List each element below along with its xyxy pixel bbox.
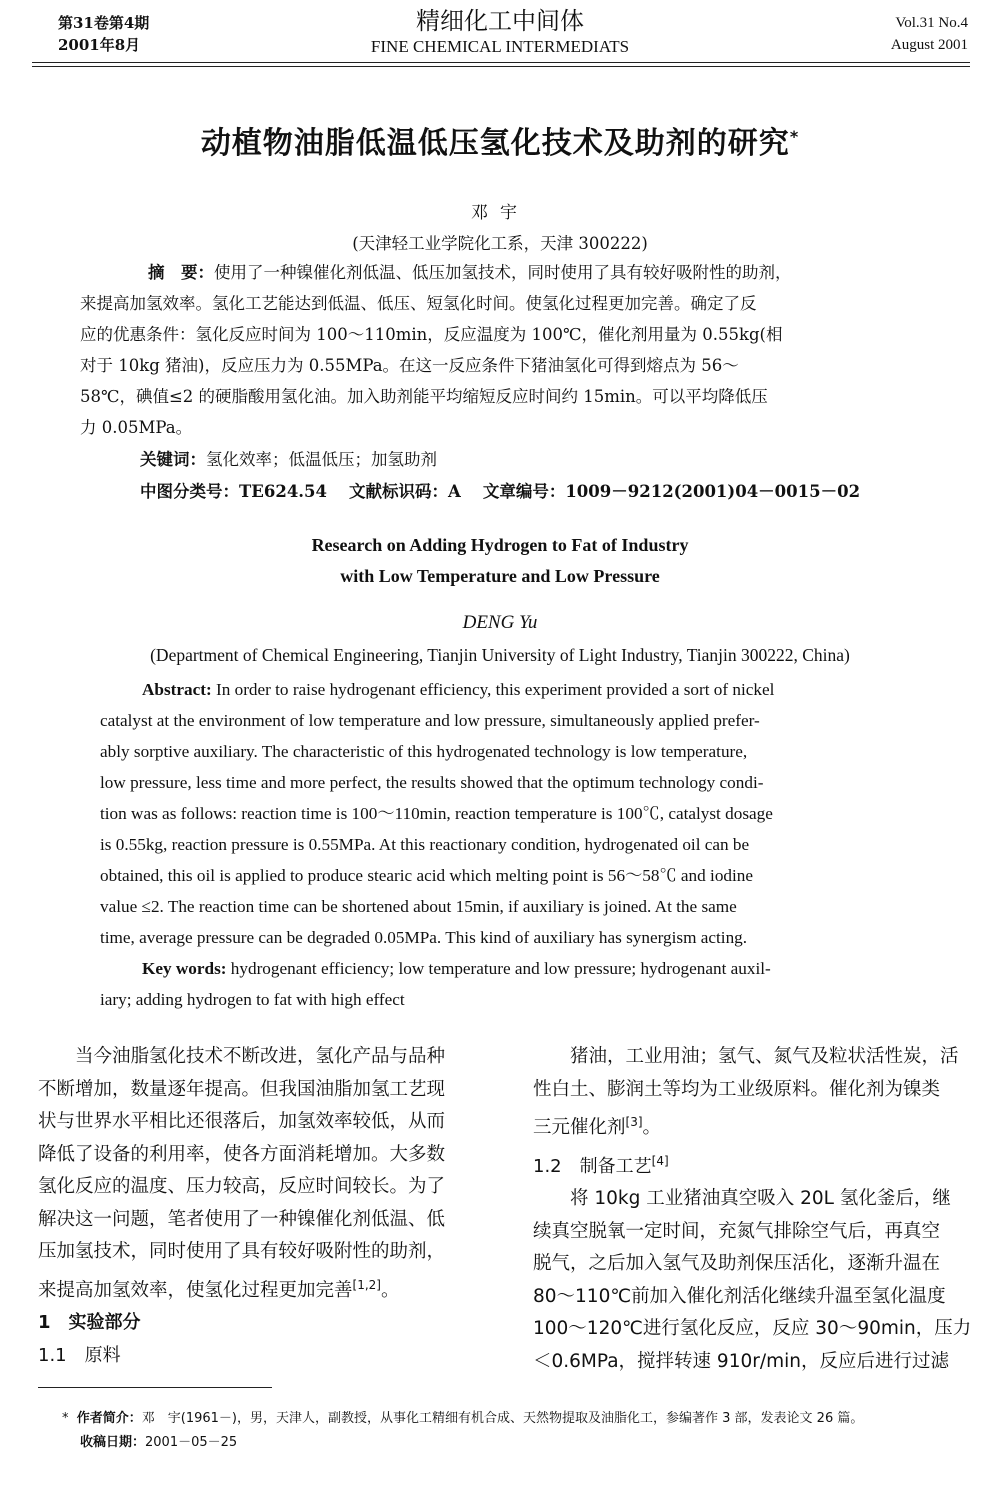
abstract-en-line: ably sorptive auxiliary. The characteristic of this hydrogenated technology is low temperature, — [100, 742, 748, 761]
document-code: 文献标识码：A — [349, 482, 461, 501]
received-date — [62, 1431, 982, 1455]
journal-name-cn: 精细化工中间体 — [416, 7, 584, 35]
article-number: 文章编号：1009－9212(2001)04－0015－02 — [482, 482, 861, 501]
volume-en: Vol.31 No.4 — [895, 15, 968, 31]
footnote-star: * — [62, 1411, 69, 1426]
issue-cn: 第31卷第4期 — [58, 14, 150, 32]
body-line: 降低了设备的利用率，使各方面消耗增加。大多数 — [38, 1143, 446, 1165]
abstract-en-line: In order to raise hydrogenant efficiency, this experiment provided a sort of nickel — [211, 680, 775, 699]
body-line: 100～120℃进行氢化反应，反应 30～90min，压力 — [533, 1318, 972, 1340]
body-line: 氢化反应的温度、压力较高，反应时间较长。为了 — [38, 1176, 446, 1197]
keywords-en-line: hydrogenant efficiency; low temperature and low pressure; hydrogenant auxil- — [226, 959, 771, 978]
date-en: August 2001 — [890, 37, 968, 53]
abstract-cn — [80, 257, 930, 443]
citation-ref: [3] — [625, 1115, 643, 1129]
bio-label: 作者简介： — [76, 1411, 142, 1426]
keywords-cn-text: 氢化效率；低温低压；加氢助剂 — [206, 450, 437, 469]
abstract-cn-line: 58℃，碘值≤2 的硬脂酸用氢化油。加入助剂能平均缩短反应时间约 15min。可以平均降低压 — [80, 387, 768, 406]
body-line: 压加氢技术，同时使用了具有较好吸附性的助剂， — [38, 1241, 446, 1262]
clc-number: 中图分类号：TE624.54 — [140, 482, 328, 501]
abstract-cn-line: 使用了一种镍催化剂低温、低压加氢技术，同时使用了具有较好吸附性的助剂， — [214, 263, 792, 282]
abstract-cn-line: 对于 10kg 猪油)，反应压力为 0.55MPa。在这一反应条件下猪油氢化可得到熔点为 56～ — [80, 356, 739, 375]
keywords-cn — [140, 446, 437, 470]
english-title-line: Research on Adding Hydrogen to Fat of Industry — [311, 535, 689, 555]
body-line: ＜0.6MPa，搅拌转速 910r/min，反应后进行过滤 — [533, 1350, 949, 1372]
body-line: 脱气，之后加入氢气及助剂保压活化，逐渐升温在 — [533, 1253, 941, 1275]
english-title-line: with Low Temperature and Low Pressure — [340, 566, 660, 586]
abstract-en-label: Abstract: — [142, 680, 212, 699]
citation-ref: [4] — [651, 1153, 669, 1168]
body-line: 猪油，工业用油；氢气、氮气及粒状活性炭，活 — [570, 1046, 959, 1067]
keywords-en-line: iary; adding hydrogen to fat with high effect — [100, 990, 405, 1009]
body-line: 来提高加氢效率，使氢化过程更加完善[1,2]。 — [38, 1277, 400, 1301]
header-volume — [891, 12, 968, 56]
body-line: 续真空脱氧一定时间，充氮气排除空气后，再真空 — [533, 1220, 941, 1242]
abstract-en — [100, 674, 930, 953]
abstract-en-line: catalyst at the environment of low temperature and low pressure, simultaneously applied prefer- — [100, 711, 760, 730]
keywords-en-label: Key words: — [142, 959, 227, 978]
author-bio — [62, 1407, 982, 1431]
body-line: 状与世界水平相比还很落后，加氢效率较低，从而 — [38, 1111, 446, 1132]
abstract-en-line: time, average pressure can be degraded 0.05MPa. This kind of auxiliary has synergism acting. — [100, 928, 748, 947]
header-journal — [0, 6, 1000, 58]
affiliation-cn: (天津轻工业学院化工系，天津 300222) — [352, 234, 648, 253]
title-footnote-mark: * — [789, 127, 800, 146]
abstract-en-line: value ≤2. The reaction time can be shortened about 15min, if auxiliary is joined. At the same — [100, 897, 737, 916]
english-affiliation: (Department of Chemical Engineering, Tianjin University of Light Industry, Tianjin 300222, China) — [150, 645, 850, 665]
paper-title — [0, 118, 1000, 162]
abstract-cn-line: 力 0.05MPa。 — [80, 418, 193, 437]
body-column-left — [38, 1041, 493, 1372]
journal-name-en: FINE CHEMICAL INTERMEDIATS — [370, 37, 630, 56]
body-line: 不断增加，数量逐年提高。但我国油脂加氢工艺现 — [38, 1078, 446, 1100]
body-column-right — [533, 1041, 988, 1378]
abstract-en-line: is 0.55kg, reaction pressure is 0.55MPa. At this reactionary condition, hydrogenated oil can be — [100, 835, 750, 854]
received-label: 收稿日期： — [80, 1435, 146, 1450]
abstract-cn-label: 摘 要： — [148, 263, 214, 282]
footnote — [62, 1407, 982, 1455]
footnote-rule — [38, 1387, 272, 1388]
received-text: 2001－05－25 — [145, 1435, 238, 1450]
body-line: 三元催化剂[3]。 — [533, 1115, 662, 1139]
bio-text: 邓 宇(1961－)，男，天津人，副教授，从事化工精细有机合成、天然物提取及油脂化工，参编著作 3 部，发表论文 26 篇。 — [141, 1411, 864, 1426]
header-rule-bottom — [32, 66, 970, 67]
keywords-cn-label: 关键词： — [140, 450, 206, 469]
author-cn: 邓宇 — [471, 203, 529, 223]
body-line: 80～110℃前加入催化剂活化继续升温至氢化温度 — [533, 1285, 946, 1307]
title-text: 动植物油脂低温低压氢化技术及助剂的研究 — [200, 126, 790, 161]
body-line: 当今油脂氢化技术不断改进，氢化产品与品种 — [75, 1046, 446, 1067]
header-rule-top — [32, 62, 970, 63]
english-author: DENG Yu — [462, 612, 538, 633]
classification-line — [140, 478, 882, 502]
body-line: 性白土、膨润土等均为工业级原料。催化剂为镍类 — [533, 1078, 941, 1100]
citation-ref: [1,2] — [352, 1277, 381, 1292]
keywords-en — [100, 953, 930, 1015]
abstract-en-line: tion was as follows: reaction time is 100～110min, reaction temperature is 100℃, catalyst dosage — [100, 804, 773, 823]
abstract-en-line: obtained, this oil is applied to produce stearic acid which melting point is 56～58℃ and iodine — [100, 866, 753, 885]
date-cn: 2001年8月 — [58, 36, 141, 54]
body-line: 解决这一问题，笔者使用了一种镍催化剂低温、低 — [38, 1208, 446, 1230]
abstract-cn-line: 来提高加氢效率。氢化工艺能达到低温、低压、短氢化时间。使氢化过程更加完善。确定了反 — [80, 294, 757, 313]
section-heading: 1 实验部分 — [38, 1312, 141, 1334]
abstract-cn-line: 应的优惠条件：氢化反应时间为 100～110min，反应温度为 100℃，催化剂用量为 0.55kg(相 — [80, 325, 783, 344]
body-line: 将 10kg 工业猪油真空吸入 20L 氢化釜后，继 — [570, 1188, 951, 1210]
abstract-en-line: low pressure, less time and more perfect, the results showed that the optimum technology condi- — [100, 773, 764, 792]
subsection-heading: 1.2 制备工艺[4] — [533, 1153, 669, 1177]
english-title — [0, 530, 1000, 592]
subsection-heading: 1.1 原料 — [38, 1344, 121, 1366]
